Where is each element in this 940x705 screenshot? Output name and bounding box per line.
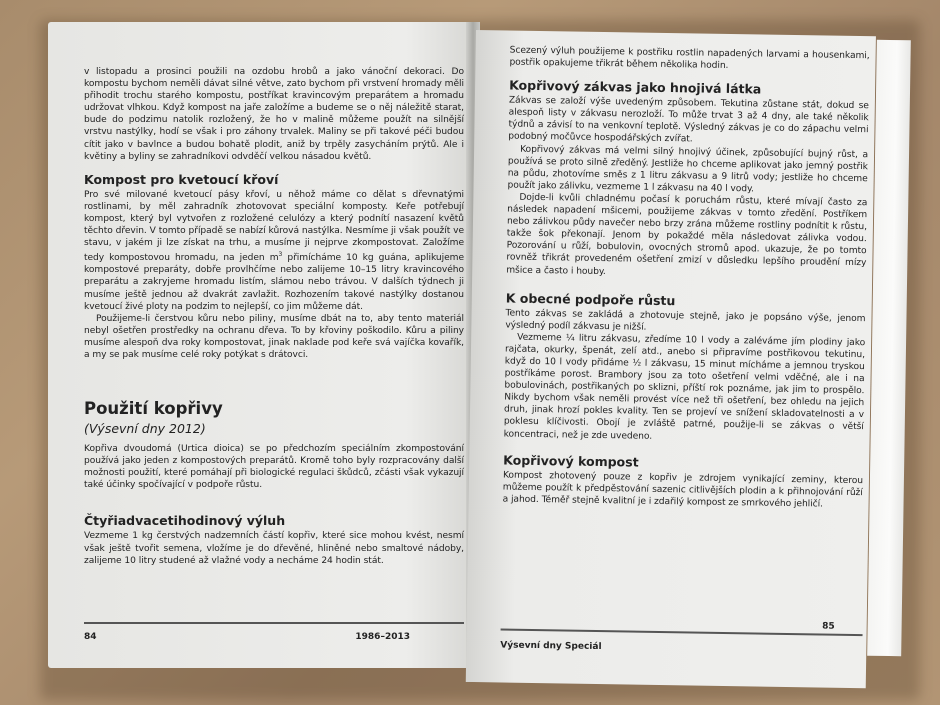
right-page-content xyxy=(503,45,870,512)
body-paragraph: Tento zákvas se zakládá a zhotovuje stejně, jako je popsáno výše, jenom výsledný podíl zákvasu je nižší. xyxy=(505,308,866,333)
body-paragraph: Zákvas se založí výše uvedeným způsobem. Tekutina zůstane stát, dokud se alespoň listy v zákvasu nerozloží. To může trvat 3 až 4 dny, ale také několik týdnů a závisí to na venkovní teplotě. Výsledný zákvas je co do zápachu velmi podobný močůvce hospodářských zvířat. xyxy=(508,95,869,145)
body-paragraph: Kopřiva dvoudomá (Urtica dioica) se po předchozím speciálním zkompostování používá jako jeden z kompostových preparátů. Kromě toho byly rozpracovány další možnosti použití, které pomáhají při biologické regulaci škůdců, zčásti však vykazují také účinky spočívající v podpoře růstu. xyxy=(84,444,464,491)
superscript: 3 xyxy=(278,251,283,259)
body-paragraph: Pro své milované kvetoucí pásy křoví, u něhož máme co dělat s dřevnatými rostlinami, by měl zahradník zhotovovat speciální komposty. Keře potřebují kompost, který byl vytvořen z rozložené celulózy a který podnítí nasazení květů těchto dřevin. V tomto případě se nabízí kůrová nastýlka. Nesmíme ji však použít ve stavu, v jakém ji lze získat na trhu, a musíme ji nejprve zkompostovat. Založíme tedy kompostovou hromadu, na jeden $m^3$ přimícháme 10 kg guána, aplikujeme kompostové preparáty, dobře provlhčíme nebo zalijeme 10–15 litry kravincového preparátu a zakryjeme hromadu listím, slámou nebo trávou. V dalších týdnech ji musíme ještě jednou až dvakrát zavlažit. Rozhozením takové nastýlky dostanou kvetoucí živé ploty na podzim to nejlepší, co jim můžeme dát. xyxy=(84,189,464,312)
section-heading-koprivovy-kompost: Kopřivový kompost xyxy=(503,452,639,470)
body-paragraph: Vezmeme 1 kg čerstvých nadzemních částí kopřiv, které sice mohou kvést, nesmí však ještě tvořit semena, vložíme je do dřevěné, hliněné nebo smaltové nádoby, zalijeme 10 litry studené až vlažné vody a necháme 24 hodin stát. xyxy=(84,531,464,566)
section-heading-k-obecne-podpore-rustu: K obecné podpoře růstu xyxy=(505,290,676,308)
left-footer xyxy=(84,632,458,642)
section-heading-kompost-pro-kvetouci-krovi: Kompost pro kvetoucí křoví xyxy=(84,171,279,187)
left-page xyxy=(48,22,470,668)
footer-years: 1986–2013 xyxy=(355,632,410,642)
footer-rule xyxy=(501,628,863,636)
page-number: 85 xyxy=(822,621,835,632)
footer-title: Výsevní dny Speciál xyxy=(500,640,602,653)
right-intro-paragraph: Scezený výluh použijeme k postřiku rostlin napadených larvami a housenkami, postřik opakujeme třikrát během několika hodin. xyxy=(509,45,870,72)
body-paragraph: Kopřivový zákvas má velmi silný hnojivý účinek, způsobující bujný růst, a používá se proto silně zředěný. Jestliže ho chceme aplikovat jako jemný postřik na půdu, zhotovíme směs z 1 litru zákvasu a 9 litrů vody; jestliže ho chceme použít jako zálivku, vezmeme 1 l zákvasu na 40 l vody. xyxy=(507,144,869,195)
body-paragraph: Kompost zhotovený pouze z kopřiv je zdrojem vynikající zeminy, kterou můžeme použít k předpěstování sazenic citlivějších plodin a k přihnojování růží a jahod. Téměř stejně kvalitní je i zdařilý kompost ze smrkového jehličí. xyxy=(502,470,864,510)
left-page-content xyxy=(84,66,464,567)
chapter-subtitle: (Výsevní dny 2012) xyxy=(84,421,206,437)
right-page xyxy=(466,30,876,688)
section-heading-vyluh: Čtyřiadvacetihodinový výluh xyxy=(84,513,286,529)
right-footer xyxy=(500,640,858,656)
chapter-heading: Použití kopřivy xyxy=(84,399,223,419)
body-paragraph: Dojde-li kvůli chladnému počasí k poruchám růstu, které mívají často za následek napadení mšicemi, použijeme zákvas v tomto zředění. Postříkem nebo zálivkou půdy navečer nebo brzy zrána můžeme rostliny podnítit k růstu, takže šok překonají. Jenom by pokaždé měla následovat zálivka vodou. Pozorování u růží, bobulovin, ovocných stromů apod. ukazuje, že po tomto rovněž třikrát provedeném ošetření zmizí v důsledku lepšího proudění mízy mšice a často i houby. xyxy=(506,192,868,277)
section-heading-koprivovy-zakvas: Kopřivový zákvas jako hnojivá látka xyxy=(509,77,762,97)
body-paragraph: Vezmeme ¼ litru zákvasu, zředíme 10 l vody a zaléváme jím plodiny jako rajčata, okurky, špenát, zelí atd., anebo si připravíme postřikovou tekutinu, když do 10 l vody přidáme ½ l zákvasu, 15 minut mícháme a jemnou tryskou postříkáme porost. Brambory jsou za toto ošetření velmi vděčné, ale i na bobulovinách, postřikaných po sklizni, příští rok poznáme, jak jim to prospělo. Nikdy bychom však neměli provést více než tři ošetření, bez ohledu na jejich druh, jinak hrozí pokles kvality. Ten se projeví ve snížení skladovatelnosti a v poklesu klíčivosti. Obojí je zvláště patrné, použije-li se zákvas o větší koncentraci, než je zde uvedeno. xyxy=(503,332,866,442)
body-paragraph: Použijeme-li čerstvou kůru nebo piliny, musíme dbát na to, aby tento materiál nebyl ošetřen prostředky na ochranu dřeva. To by křoviny poškodilo. Kůru a piliny musíme alespoň dva roky kompostovat, jinak naklade pod keře svá vajíčka kovařík, a my se pak musíme celé roky potýkat s drátovci. xyxy=(84,313,464,360)
footer-rule xyxy=(84,622,464,624)
left-intro-paragraph: v listopadu a prosinci použili na ozdobu hrobů a jako vánoční dekoraci. Do kompostu bychom neměli dávat silné větve, zato bychom při vrstvení hromady měli přihodit trochu starého kompostu, postříkat kravincovým preparátem a hromadu udržovat vlhkou. Když kompost na jaře založíme a budeme se o něj náležitě starat, bude do podzimu natolik rozložený, že ho v malině můžeme použít na silnější vrstvu nastýlky, hodí se však i pro záhony trvalek. Maliny se při takové péči budou cítit jako v bavlnce a budou bohatě plodit, aniž by trpěly zasycháním prýtů. Ale i květiny a byliny se zahradníkovi odvděčí velkou násadou květů. xyxy=(84,67,464,162)
page-number: 84 xyxy=(84,632,97,642)
